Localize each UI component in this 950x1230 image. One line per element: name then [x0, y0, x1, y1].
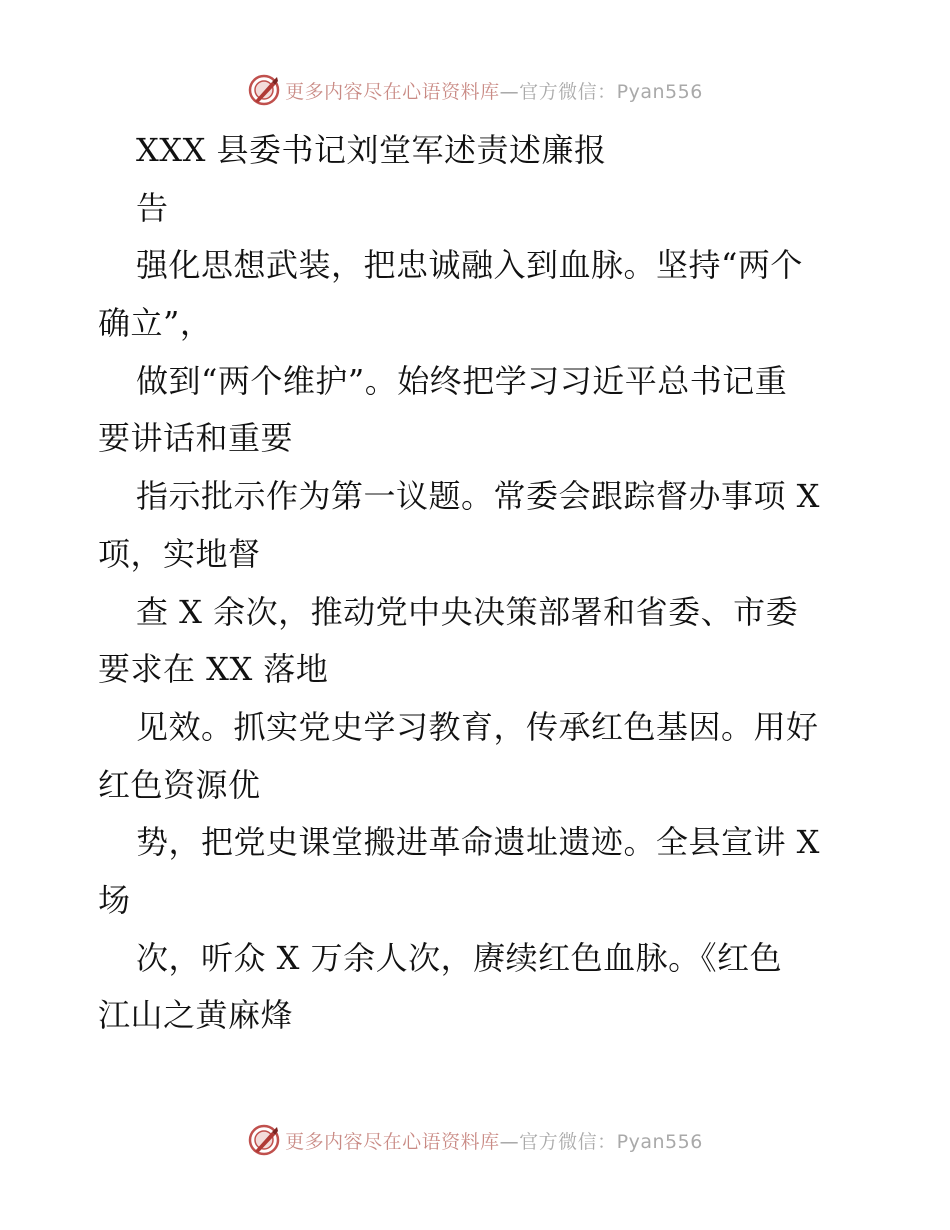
document-line: XXX 县委书记刘堂军述责述廉报: [136, 131, 607, 169]
document-line: 确立”，: [98, 304, 213, 343]
document-line: 做到“两个维护”。始终把学习习近平总书记重: [136, 361, 788, 400]
banner-separator: —: [499, 80, 520, 103]
document-line: 项，实地督: [98, 534, 261, 573]
banner-wechat-text: 官方微信：Pyan556: [519, 1130, 703, 1153]
header-banner: [0, 70, 950, 110]
footer-banner: [0, 1120, 950, 1160]
banner-separator: —: [499, 1130, 520, 1153]
quill-logo-icon: [247, 1123, 281, 1157]
document-line: 势，把党史课堂搬进革命遗址遗迹。全县宣讲 X: [136, 823, 820, 862]
document-line: 次，听众 X 万余人次，赓续红色血脉。《红色: [136, 938, 783, 977]
banner-wechat-text: 官方微信：Pyan556: [519, 80, 703, 103]
document-line: 场: [98, 880, 131, 919]
document-line: 告: [136, 188, 169, 227]
document-line: 要求在 XX 落地: [98, 650, 329, 689]
document-line: 查 X 余次，推动党中央决策部署和省委、市委: [136, 592, 799, 631]
document-body: [98, 122, 858, 1045]
document-line: 见效。抓实党史学习教育，传承红色基因。用好: [136, 707, 819, 746]
banner-main-text: 更多内容尽在心语资料库: [285, 1130, 500, 1153]
document-line: 强化思想武装，把忠诚融入到血脉。坚持“两个: [136, 246, 803, 285]
quill-logo-icon: [247, 73, 281, 107]
banner-main-text: 更多内容尽在心语资料库: [285, 80, 500, 103]
document-line: 指示批示作为第一议题。常委会跟踪督办事项 X: [136, 477, 820, 516]
document-line: 江山之黄麻烽: [98, 996, 294, 1035]
document-line: 红色资源优: [98, 765, 261, 804]
document-line: 要讲话和重要: [98, 419, 294, 458]
